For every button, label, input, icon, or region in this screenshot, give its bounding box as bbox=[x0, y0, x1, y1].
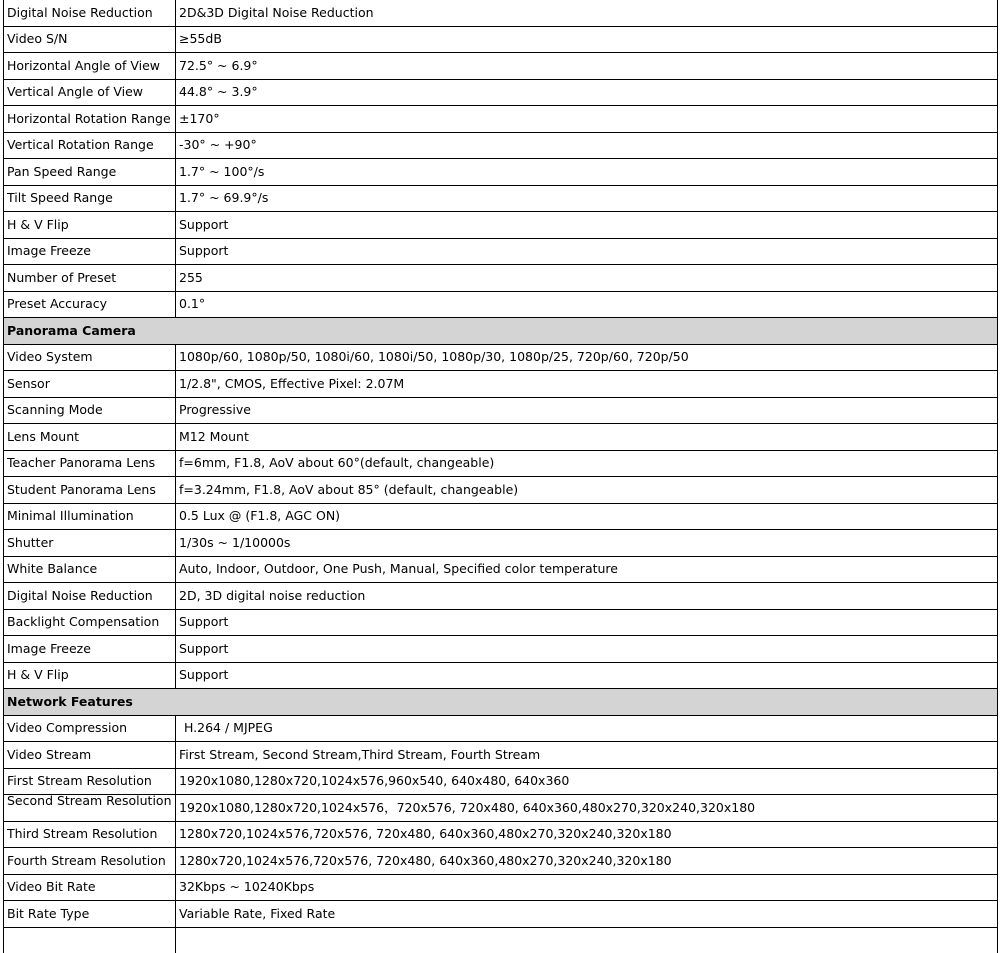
spec-row bbox=[4, 821, 998, 848]
spec-value: Auto, Indoor, Outdoor, One Push, Manual, Specified color temperature bbox=[176, 556, 998, 583]
spec-value: ≥55dB bbox=[176, 26, 998, 53]
spec-row bbox=[4, 238, 998, 265]
spec-key: Scanning Mode bbox=[4, 397, 176, 424]
section-header-row bbox=[4, 689, 998, 716]
spec-key: Video S/N bbox=[4, 26, 176, 53]
spec-value: Support bbox=[176, 609, 998, 636]
spec-row bbox=[4, 26, 998, 53]
spec-value: 255 bbox=[176, 265, 998, 292]
spec-key: Sensor bbox=[4, 371, 176, 398]
spec-row bbox=[4, 79, 998, 106]
spec-row bbox=[4, 742, 998, 769]
spec-value: Progressive bbox=[176, 397, 998, 424]
spec-value: Support bbox=[176, 636, 998, 663]
spec-value: Support bbox=[176, 662, 998, 689]
section-title: Network Features bbox=[4, 689, 998, 716]
spec-key: Bit Rate Type bbox=[4, 901, 176, 928]
spec-value: M12 Mount bbox=[176, 424, 998, 451]
spec-key: Horizontal Angle of View bbox=[4, 53, 176, 80]
spec-key: Video System bbox=[4, 344, 176, 371]
spec-key: Teacher Panorama Lens bbox=[4, 450, 176, 477]
spec-row bbox=[4, 450, 998, 477]
spec-row bbox=[4, 132, 998, 159]
spec-row bbox=[4, 901, 998, 928]
spec-row bbox=[4, 344, 998, 371]
spec-row bbox=[4, 503, 998, 530]
spec-key: Image Freeze bbox=[4, 636, 176, 663]
spec-value: Variable Rate, Fixed Rate bbox=[176, 901, 998, 928]
spec-value: 1.7° ~ 69.9°/s bbox=[176, 185, 998, 212]
spec-value: Support bbox=[176, 238, 998, 265]
spec-key: Digital Noise Reduction bbox=[4, 0, 176, 26]
spec-key: Vertical Angle of View bbox=[4, 79, 176, 106]
spec-row bbox=[4, 212, 998, 239]
spec-key: Shutter bbox=[4, 530, 176, 557]
spec-value: 1280x720,1024x576,720x576, 720x480, 640x360,480x270,320x240,320x180 bbox=[176, 821, 998, 848]
spec-key: Video Stream bbox=[4, 742, 176, 769]
spec-value: 1080p/60, 1080p/50, 1080i/60, 1080i/50, 1080p/30, 1080p/25, 720p/60, 720p/50 bbox=[176, 344, 998, 371]
spec-key: Student Panorama Lens bbox=[4, 477, 176, 504]
spec-key bbox=[4, 927, 176, 953]
spec-table-body bbox=[4, 0, 998, 953]
spec-key: H & V Flip bbox=[4, 662, 176, 689]
spec-value: ±170° bbox=[176, 106, 998, 133]
spec-row bbox=[4, 185, 998, 212]
spec-row bbox=[4, 715, 998, 742]
spec-value: 1/30s ~ 1/10000s bbox=[176, 530, 998, 557]
spec-value: 0.1° bbox=[176, 291, 998, 318]
spec-table bbox=[3, 0, 998, 953]
spec-key: Preset Accuracy bbox=[4, 291, 176, 318]
spec-value: 1920x1080,1280x720,1024x576，720x576, 720x480, 640x360,480x270,320x240,320x180 bbox=[176, 795, 998, 822]
spec-value: 2D&3D Digital Noise Reduction bbox=[176, 0, 998, 26]
spec-value: -30° ~ +90° bbox=[176, 132, 998, 159]
spec-value: 1/2.8", CMOS, Effective Pixel: 2.07M bbox=[176, 371, 998, 398]
spec-row bbox=[4, 874, 998, 901]
spec-row bbox=[4, 371, 998, 398]
spec-key: Second Stream Resolution bbox=[4, 795, 176, 822]
spec-key: Digital Noise Reduction bbox=[4, 583, 176, 610]
spec-key: Image Freeze bbox=[4, 238, 176, 265]
spec-row bbox=[4, 662, 998, 689]
spec-key: Third Stream Resolution bbox=[4, 821, 176, 848]
section-title: Panorama Camera bbox=[4, 318, 998, 345]
spec-row bbox=[4, 583, 998, 610]
spec-value: First Stream, Second Stream,Third Stream, Fourth Stream bbox=[176, 742, 998, 769]
spec-row bbox=[4, 53, 998, 80]
spec-value bbox=[176, 927, 998, 953]
spec-key: Video Compression bbox=[4, 715, 176, 742]
spec-value: 1920x1080,1280x720,1024x576,960x540, 640x480, 640x360 bbox=[176, 768, 998, 795]
spec-row bbox=[4, 768, 998, 795]
section-header-row bbox=[4, 318, 998, 345]
spec-row bbox=[4, 265, 998, 292]
spec-row bbox=[4, 848, 998, 875]
spec-key: Pan Speed Range bbox=[4, 159, 176, 186]
spec-row bbox=[4, 106, 998, 133]
spec-row bbox=[4, 159, 998, 186]
spec-value: Support bbox=[176, 212, 998, 239]
spec-row bbox=[4, 795, 998, 822]
spec-key: Tilt Speed Range bbox=[4, 185, 176, 212]
spec-value: 32Kbps ~ 10240Kbps bbox=[176, 874, 998, 901]
spec-row bbox=[4, 927, 998, 953]
spec-row bbox=[4, 530, 998, 557]
spec-key: Backlight Compensation bbox=[4, 609, 176, 636]
spec-row bbox=[4, 424, 998, 451]
spec-value: 1.7° ~ 100°/s bbox=[176, 159, 998, 186]
spec-key: H & V Flip bbox=[4, 212, 176, 239]
spec-value: 72.5° ~ 6.9° bbox=[176, 53, 998, 80]
spec-value: H.264 / MJPEG bbox=[176, 715, 998, 742]
spec-value: f=6mm, F1.8, AoV about 60°(default, changeable) bbox=[176, 450, 998, 477]
spec-row bbox=[4, 291, 998, 318]
spec-key: Minimal Illumination bbox=[4, 503, 176, 530]
spec-row bbox=[4, 397, 998, 424]
spec-key: First Stream Resolution bbox=[4, 768, 176, 795]
spec-key: Horizontal Rotation Range bbox=[4, 106, 176, 133]
spec-key: Video Bit Rate bbox=[4, 874, 176, 901]
spec-key: Lens Mount bbox=[4, 424, 176, 451]
spec-value: 0.5 Lux @ (F1.8, AGC ON) bbox=[176, 503, 998, 530]
spec-row bbox=[4, 636, 998, 663]
spec-row bbox=[4, 0, 998, 26]
spec-key: Number of Preset bbox=[4, 265, 176, 292]
spec-row bbox=[4, 609, 998, 636]
spec-key: White Balance bbox=[4, 556, 176, 583]
spec-key: Fourth Stream Resolution bbox=[4, 848, 176, 875]
spec-value: 1280x720,1024x576,720x576, 720x480, 640x360,480x270,320x240,320x180 bbox=[176, 848, 998, 875]
spec-value: f=3.24mm, F1.8, AoV about 85° (default, changeable) bbox=[176, 477, 998, 504]
spec-key: Vertical Rotation Range bbox=[4, 132, 176, 159]
spec-value: 44.8° ~ 3.9° bbox=[176, 79, 998, 106]
spec-row bbox=[4, 556, 998, 583]
spec-value: 2D, 3D digital noise reduction bbox=[176, 583, 998, 610]
spec-row bbox=[4, 477, 998, 504]
